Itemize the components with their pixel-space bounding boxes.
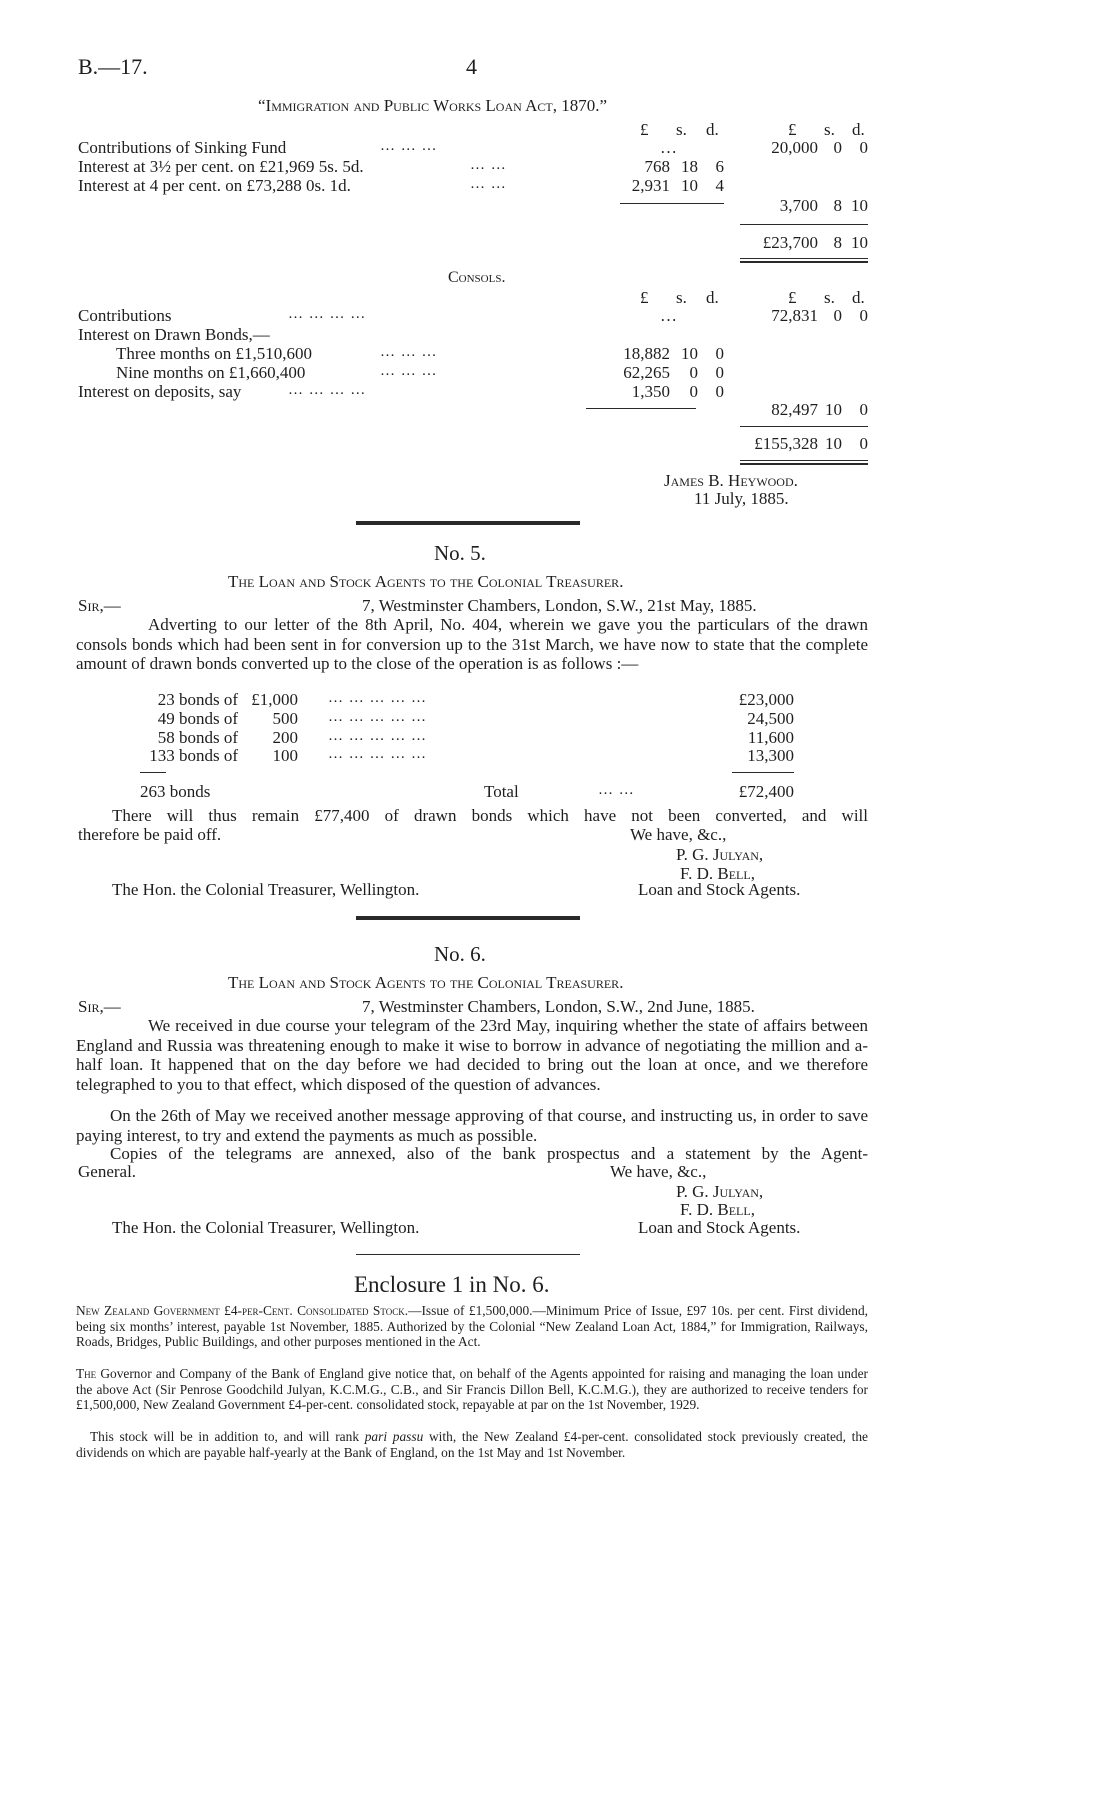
- section-divider: [356, 916, 580, 920]
- salutation: Sir,—: [78, 596, 121, 615]
- subtotal-pence: 0: [859, 400, 868, 419]
- amount-shillings: 18: [681, 157, 698, 176]
- loan-row-label: Interest at 4 per cent. on £73,288 0s. 1d.: [78, 176, 351, 195]
- enclosure-title: Enclosure 1 in No. 6.: [354, 1272, 550, 1297]
- subtotal-pounds: 3,700: [779, 196, 818, 215]
- amount-shillings: 10: [681, 176, 698, 195]
- col-head-shillings: s.: [676, 288, 687, 307]
- count-rule: [140, 772, 166, 773]
- col-head-shillings: s.: [676, 120, 687, 139]
- leader-dots: … … … … …: [328, 746, 427, 762]
- col-head-shillings-outer: s.: [824, 120, 835, 139]
- amount-pence: 6: [715, 157, 724, 176]
- total-rule: [740, 224, 868, 225]
- leader-dots: … … …: [380, 363, 438, 379]
- col-head-pounds-outer: £: [788, 288, 797, 307]
- letter-heading: The Loan and Stock Agents to the Colonial Treasurer.: [228, 572, 624, 591]
- bonds-total-label: Total: [484, 782, 519, 801]
- amount-pounds: 62,265: [623, 363, 670, 382]
- consols-row-label: Contributions: [78, 306, 172, 325]
- total-shillings: 8: [833, 233, 842, 252]
- leader-dots: … … …: [380, 138, 438, 154]
- double-rule-bottom: [740, 463, 868, 465]
- signer: P. G. Julyan,: [676, 845, 764, 864]
- bonds-total-amount: £72,400: [738, 782, 794, 801]
- subtotal-shillings: 8: [833, 196, 842, 215]
- section-divider: [356, 1254, 580, 1255]
- bonds-total-count: 263 bonds: [140, 782, 211, 801]
- total-shillings: 10: [825, 434, 842, 453]
- total-pence: 10: [851, 233, 868, 252]
- leader-dots: … … … … …: [328, 728, 427, 744]
- salutation: Sir,—: [78, 997, 121, 1016]
- amount-pounds: 1,350: [631, 382, 670, 401]
- amount-shillings: 0: [689, 382, 698, 401]
- enclosure-paragraph: [76, 1429, 868, 1460]
- subtotal-rule: [620, 203, 724, 204]
- enclosure-paragraph: [76, 1366, 868, 1413]
- consols-row-label: Interest on deposits, say: [78, 382, 242, 401]
- bond-amount: £23,000: [738, 690, 794, 709]
- col-head-pence: d.: [706, 288, 719, 307]
- leader-dots: … … … …: [288, 306, 367, 322]
- loan-row-label: Interest at 3½ per cent. on £21,969 5s. 5d.: [78, 157, 364, 176]
- amount-shillings: 0: [833, 138, 842, 157]
- letter-paragraph: We received in due course your telegram of the 23rd May, inquiring whether the state of affairs between England and Russia was threatening enough to make it wise to borrow in advance of negotiating the million and a-half loan. It happened that on the day before we had decided to bring out the loan at once, and we therefore telegraphed to you to that effect, which disposed of the question of advances.: [76, 1016, 868, 1094]
- bond-denomination: £1,000: [251, 690, 298, 709]
- col-head-pence-outer: d.: [852, 288, 865, 307]
- subtotal-rule: [586, 408, 696, 409]
- consols-row-label: Nine months on £1,660,400: [116, 363, 306, 382]
- bond-denomination: 200: [272, 728, 298, 747]
- amount-rule: [732, 772, 794, 773]
- letter-closing-line: therefore be paid off.: [78, 825, 222, 844]
- bond-amount: 13,300: [747, 746, 794, 765]
- col-head-pence: d.: [706, 120, 719, 139]
- enclosure-text: This stock will be in addition to, and will rank: [90, 1429, 365, 1444]
- leader-dots: … … … … …: [328, 690, 427, 706]
- bond-count: 23 bonds of: [157, 690, 238, 709]
- amount-shillings: 0: [833, 306, 842, 325]
- enclosure-italic: pari passu: [364, 1429, 424, 1444]
- document-reference: B.—17.: [78, 54, 148, 79]
- letter-address: 7, Westminster Chambers, London, S.W., 21st May, 1885.: [362, 596, 757, 615]
- amount-pence: 4: [715, 176, 724, 195]
- inner-ellipsis: …: [660, 306, 677, 325]
- enclosure-text: —Issue of £1,500,000.—Minimum Price of Issue, £97 10s. per cent. First dividend, being six months’ interest, payable 1st November, 1885. Authorized by the Colonial “New Zealand Loan Act, 1884,” for Immigration, Railways, Roads, Bridges, Public Buildings, and other purposes mentioned in the Act.: [76, 1303, 868, 1349]
- loan-row-label: Contributions of Sinking Fund: [78, 138, 287, 157]
- letter-heading: The Loan and Stock Agents to the Colonial Treasurer.: [228, 973, 624, 992]
- amount-pence: 0: [859, 306, 868, 325]
- bond-denomination: 100: [272, 746, 298, 765]
- signer-title: Loan and Stock Agents.: [638, 1218, 801, 1237]
- consols-row-label: Three months on £1,510,600: [116, 344, 312, 363]
- col-head-pounds: £: [640, 288, 649, 307]
- letter-paragraph: On the 26th of May we received another message approving of that course, and instructing us, in order to save paying interest, to try and extend the payments as much as possible.: [76, 1106, 868, 1145]
- letter-body: Adverting to our letter of the 8th April, No. 404, wherein we gave you the particulars of the drawn consols bonds which had been sent in for conversion up to the 31st March, we have now to state that the complete amount of drawn bonds converted up to the close of the operation is as follows :—: [76, 615, 868, 673]
- valediction: We have, &c.,: [610, 1162, 707, 1181]
- leader-dots: … … …: [380, 344, 438, 360]
- consols-row-label: Interest on Drawn Bonds,—: [78, 325, 270, 344]
- col-head-pounds: £: [640, 120, 649, 139]
- addressee: The Hon. the Colonial Treasurer, Wellington.: [112, 880, 420, 899]
- enclosure-paragraph: [76, 1303, 868, 1350]
- amount-pounds: 768: [644, 157, 670, 176]
- signature: James B. Heywood.: [664, 471, 798, 490]
- section-divider: [356, 521, 580, 525]
- amount-pence: 0: [715, 382, 724, 401]
- amount-shillings: 0: [689, 363, 698, 382]
- consols-title: Consols.: [448, 269, 506, 286]
- letter-paragraph: Copies of the telegrams are annexed, also of the bank prospectus and a statement by the Agent-: [110, 1144, 868, 1163]
- subtotal-pence: 10: [851, 196, 868, 215]
- inner-ellipsis: …: [660, 138, 677, 157]
- bond-amount: 24,500: [747, 709, 794, 728]
- amount-pounds: 2,931: [631, 176, 670, 195]
- enclosure-text: with, the New Zealand £4-per-cent. consolidated stock previously created, the dividends on which are payable half-yearly at the Bank of England, on the 1st May and 1st November.: [76, 1429, 869, 1460]
- bond-amount: 11,600: [747, 728, 794, 747]
- bond-denomination: 500: [272, 709, 298, 728]
- bond-count: 49 bonds of: [157, 709, 238, 728]
- amount-pounds: 72,831: [771, 306, 818, 325]
- page-number: 4: [466, 54, 477, 79]
- letter-paragraph: General.: [78, 1162, 137, 1181]
- leader-dots: … …: [470, 157, 507, 173]
- letter-closing-line: There will thus remain £77,400 of drawn bonds which have not been converted, and will: [112, 806, 868, 825]
- letter-address: 7, Westminster Chambers, London, S.W., 2nd June, 1885.: [362, 997, 755, 1016]
- amount-pence: 0: [715, 344, 724, 363]
- double-rule-top: [740, 258, 868, 259]
- valediction: We have, &c.,: [630, 825, 727, 844]
- leader-dots: … … … … …: [328, 709, 427, 725]
- enclosure-text: Governor and Company of the Bank of England give notice that, on behalf of the Agents appointed for raising and managing the loan under the above Act (Sir Penrose Goodchild Julyan, K.C.M.G., C.B., and Sir Francis Dillon Bell, K.C.M.G.), they are authorized to receive tenders for £1,500,000, New Zealand Government £4-per-cent. consolidated stock, repayable at par on the 1st November, 1929.: [76, 1366, 868, 1412]
- subtotal-pounds: 82,497: [771, 400, 818, 419]
- signer: F. D. Bell,: [680, 1200, 755, 1219]
- enclosure-lead: New Zealand Government £4-per-Cent. Consolidated Stock.: [76, 1303, 409, 1318]
- total-pence: 0: [859, 434, 868, 453]
- amount-shillings: 10: [681, 344, 698, 363]
- amount-pence: 0: [715, 363, 724, 382]
- leader-dots: … …: [598, 782, 635, 798]
- total-pounds: £155,328: [754, 434, 818, 453]
- signature-date: 11 July, 1885.: [694, 489, 789, 508]
- amount-pounds: 20,000: [771, 138, 818, 157]
- enclosure-lead: The: [76, 1366, 97, 1381]
- signer: P. G. Julyan,: [676, 1182, 764, 1201]
- total-rule: [740, 426, 868, 427]
- col-head-pounds-outer: £: [788, 120, 797, 139]
- bond-count: 58 bonds of: [157, 728, 238, 747]
- bond-count: 133 bonds of: [149, 746, 238, 765]
- amount-pence: 0: [859, 138, 868, 157]
- signer: F. D. Bell,: [680, 864, 755, 883]
- amount-pounds: 18,882: [623, 344, 670, 363]
- loan-act-title: “Immigration and Public Works Loan Act, 1870.”: [258, 96, 608, 115]
- letter-number: No. 6.: [434, 942, 486, 966]
- double-rule-bottom: [740, 261, 868, 263]
- col-head-pence-outer: d.: [852, 120, 865, 139]
- signer-title: Loan and Stock Agents.: [638, 880, 801, 899]
- addressee: The Hon. the Colonial Treasurer, Wellington.: [112, 1218, 420, 1237]
- subtotal-shillings: 10: [825, 400, 842, 419]
- leader-dots: … … … …: [288, 382, 367, 398]
- letter-number: No. 5.: [434, 541, 486, 565]
- leader-dots: … …: [470, 176, 507, 192]
- total-pounds: £23,700: [762, 233, 818, 252]
- double-rule-top: [740, 460, 868, 461]
- col-head-shillings-outer: s.: [824, 288, 835, 307]
